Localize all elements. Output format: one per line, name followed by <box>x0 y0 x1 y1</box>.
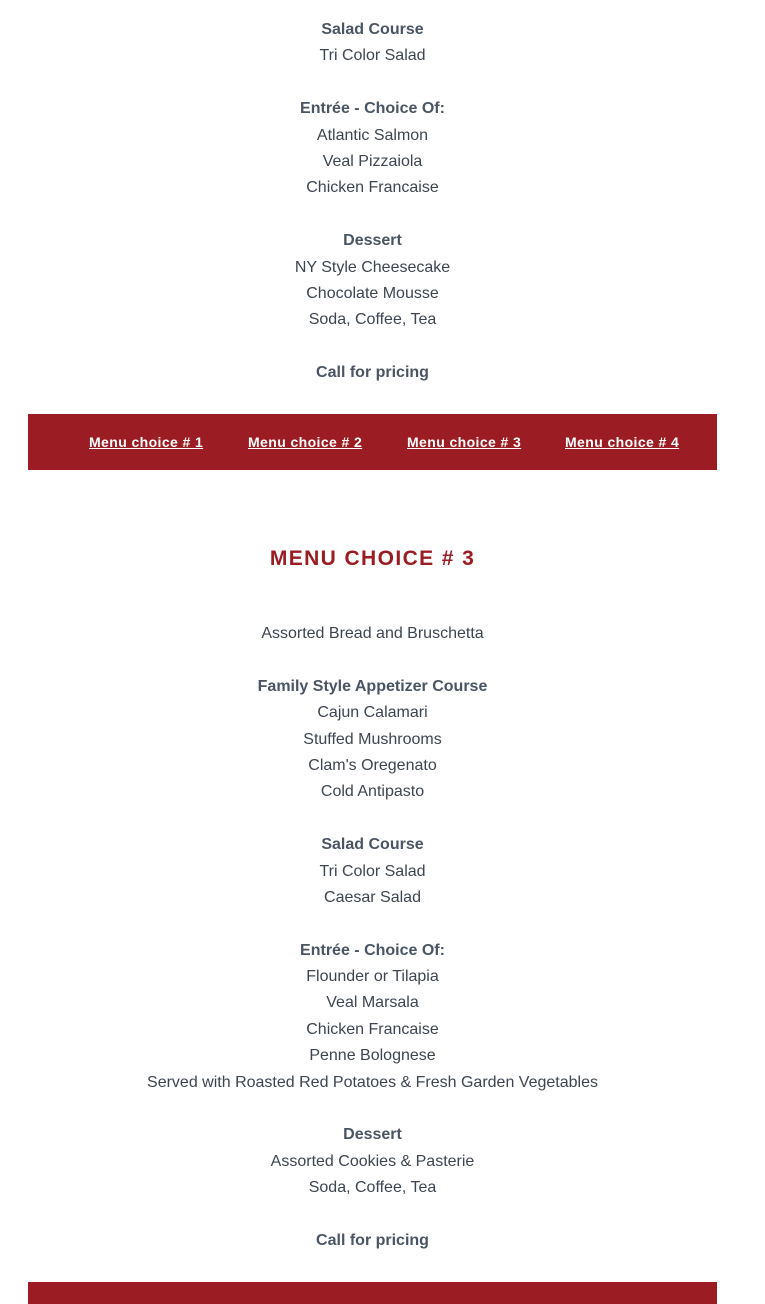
menu-item: Clam's Oregenato <box>308 756 437 774</box>
menu-item: Chicken Francaise <box>306 179 439 197</box>
nav-link-menu-choice-3[interactable]: Menu choice # 3 <box>407 434 522 450</box>
pricing-note: Call for pricing <box>316 364 429 382</box>
menu-item: Soda, Coffee, Tea <box>308 1179 437 1197</box>
menu-choice-nav <box>28 414 717 470</box>
section-title: MENU CHOICE # 3 <box>269 547 476 570</box>
menu-item: Stuffed Mushrooms <box>303 730 442 748</box>
menu-item: Caesar Salad <box>324 888 421 906</box>
nav-link-menu-choice-1[interactable]: Menu choice # 1 <box>89 434 204 450</box>
menu-item: Penne Bolognese <box>309 1047 436 1065</box>
salad-course-heading: Salad Course <box>321 836 424 854</box>
menu-item: Flounder or Tilapia <box>306 968 439 986</box>
menu-item: NY Style Cheesecake <box>294 258 451 276</box>
menu-choice-3-section <box>0 621 745 1254</box>
previous-menu-section <box>0 17 745 386</box>
menu-item: Tri Color Salad <box>319 862 426 880</box>
entree-heading: Entrée - Choice Of: <box>300 941 445 959</box>
dessert-heading: Dessert <box>343 1126 402 1144</box>
menu-item: Veal Marsala <box>326 994 419 1012</box>
nav-link-menu-choice-2[interactable]: Menu choice # 2 <box>248 434 363 450</box>
menu-choice-nav-bottom <box>28 1282 717 1304</box>
appetizer-heading: Family Style Appetizer Course <box>257 677 488 695</box>
menu-item: Cajun Calamari <box>317 704 428 722</box>
salad-course-heading: Salad Course <box>321 21 424 38</box>
menu-item: Chocolate Mousse <box>306 284 439 302</box>
menu-item: Tri Color Salad <box>319 47 426 65</box>
menu-item: Assorted Cookies & Pasterie <box>270 1152 475 1170</box>
menu-item: Cold Antipasto <box>320 783 425 801</box>
menu-item: Veal Pizzaiola <box>322 152 423 170</box>
menu-item: Assorted Bread and Bruschetta <box>261 625 484 642</box>
menu-item: Chicken Francaise <box>306 1020 439 1038</box>
menu-item: Atlantic Salmon <box>316 126 429 144</box>
entree-heading: Entrée - Choice Of: <box>300 100 445 118</box>
menu-item: Soda, Coffee, Tea <box>308 311 437 329</box>
pricing-note: Call for pricing <box>316 1231 429 1249</box>
nav-link-menu-choice-4[interactable]: Menu choice # 4 <box>565 434 680 450</box>
menu-item: Served with Roasted Red Potatoes & Fresh Garden Vegetables <box>147 1073 598 1091</box>
dessert-heading: Dessert <box>343 232 402 250</box>
